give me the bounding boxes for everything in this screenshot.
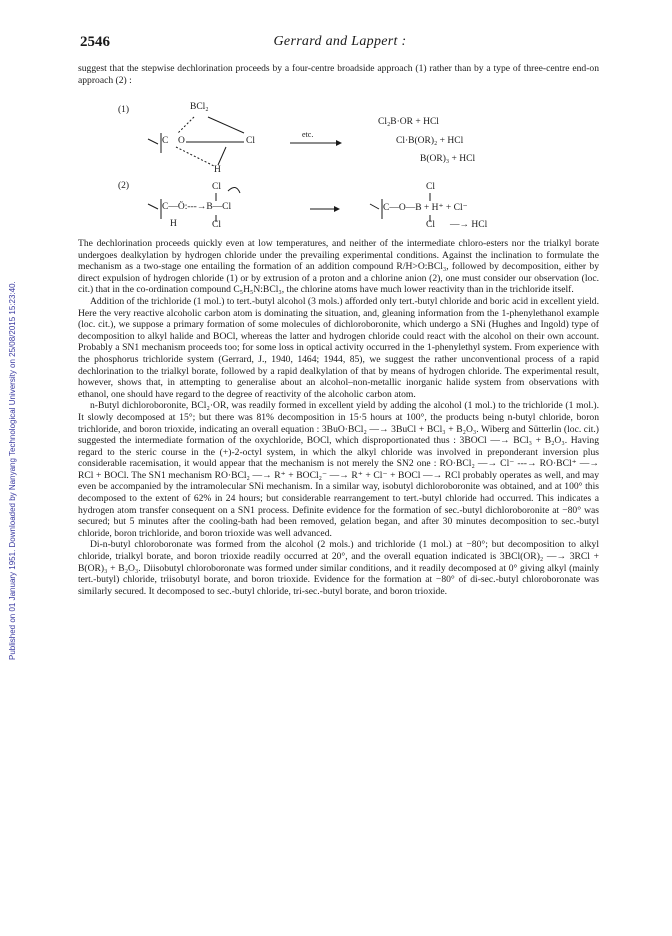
s2-hydrogen: H: [170, 219, 177, 229]
publication-note: Published on 01 January 1951. Downloaded by Nanyang Technological University on 25/08/2015 15:23:40.: [8, 281, 17, 660]
paragraph-1: The dechlorination proceeds quickly even at low temperatures, and neither of the intermediate chloro-esters nor the trialkyl borate undergoes dealkylation by hydrogen chloride under the prevailing experimental conditions. Against the inclination to formulate the mechanism as a two-stage one entailing the formation of an addition compound R/H>O:BCl₃, followed by decomposition, either by direct expulsion of hydrogen chloride (1) or by extrusion of a proton and a chlorine anion (2), one must consider our observation (loc. cit.) that in the co-ordination compound C₅H₅N:BCl₃, the chlorine atoms have much lower reactivity than in the trichloride itself.: [78, 238, 599, 296]
s1-product-1: Cl₂B·OR + HCl: [378, 117, 439, 127]
intro-paragraph: suggest that the stepwise dechlorination proceeds by a four-centre broadside approach (1) rather than by a type of three-centre end-on approach (2) :: [78, 63, 599, 86]
s2-cl-bottom-right: Cl: [426, 220, 435, 230]
s1-hydrogen: H: [214, 165, 221, 175]
page-number: 2546: [80, 34, 110, 50]
scheme-bonds: [78, 95, 599, 237]
s1-product-2: Cl·B(OR)₂ + HCl: [396, 136, 464, 146]
paragraph-4: Di-n-butyl chloroboronate was formed from the alcohol (2 mols.) and trichloride (1 mol.) at −80°; but decomposition to alkyl chloride, trialkyl borate, and boron trioxide readily occurred at 20°, and the overall equation indicated is 3BCl(OR)₂ —→ 3RCl + B(OR)₃ + B₂O₃. Diisobutyl chloroboronate was formed under similar conditions, and it readily decomposed at 0° giving alkyl (mainly tert.-butyl) chloride, triisobutyl borate, and boron trioxide. Evidence for the formation at −80° of di-sec.-butyl chloroboronate was similarly secured. It decomposed to sec.-butyl chloride, tri-sec.-butyl borate, and boron trioxide.: [78, 539, 599, 597]
s1-chlorine: Cl: [246, 136, 255, 146]
s1-product-3: B(OR)₃ + HCl: [420, 154, 476, 164]
side-note: [6, 100, 20, 660]
s1-oxygen: O: [178, 136, 185, 146]
paragraph-2: Addition of the trichloride (1 mol.) to tert.-butyl alcohol (3 mols.) afforded only tert.-butyl chloride and boric acid in excellent yield. Here the very reactive alcoholic carbon atom is dominating the situation, and, gleaning information from the 1-phenylethanol example (loc. cit.), we suppose a primary formation of some molecules of dichloroboronite, which undergo a SNi (Hughes and Ingold) type of decomposition to alkyl halide and BOCl, whereas the latter and hydrogen chloride could react with the alcohol on their own account. Probably a SN1 mechanism proceeds too; for some loss in optical activity occurred in the 1-phenylethyl system. From experience with the phosphorus trichloride system (Gerrard, J., 1940, 1464; 1944, 85), we suggest the rather unconventional process of a rapid dechlorination to the trialkyl borate, followed by a rapid dealkylation of that by means of hydrogen chloride. The experimental result, however, shows that, in attempting to generalise about an alcohol–non-metallic inorganic halide system from observations with ethanol, one should have regard to the degree of reactivity of the alcoholic carbon atom.: [78, 295, 599, 400]
s2-cl-top-right: Cl: [426, 182, 435, 192]
s2-cl-top: Cl: [212, 182, 221, 192]
s1-bcl2: BCl₂: [190, 102, 209, 112]
scheme-label-1: (1): [118, 105, 130, 115]
s2-right-species: C—O—B + H⁺ + Cl⁻: [383, 203, 468, 213]
body-text: [78, 238, 599, 597]
s1-arrow-label: etc.: [302, 130, 314, 139]
scheme-label-2: (2): [118, 181, 130, 191]
s2-cl-bottom: Cl: [212, 220, 221, 230]
running-title: Gerrard and Lappert :: [273, 34, 407, 49]
page-header: [80, 34, 600, 54]
s2-hcl: —→ HCl: [450, 220, 488, 230]
s1-carbon: C: [162, 136, 169, 146]
reaction-scheme: [78, 95, 599, 237]
intro-text: [78, 63, 599, 86]
paragraph-3: n-Butyl dichloroboronite, BCl₂·OR, was readily formed in excellent yield by adding the alcohol (1 mol.) to the trichloride (1 mol.). It slowly decomposed at 15°; but there was 81% decomposition in 15·5 hours at 100°, the products being n-butyl chloride, boron trichloride, and boron trioxide, indicating an overall equation : 3BuO·BCl₂ —→ 3BuCl + BCl₃ + B₂O₃. Wiberg and Sütterlin (loc. cit.) suggested the intermediate formation of the oxychloride, BOCl, which disproportionated thus : 3BOCl —→ BCl₃ + B₂O₃. Having regard to the steric course in the (+)-2-octyl system, in which the alkyl chloride was involved in preponderant inversion plus considerable racemisation, it would appear that the mechanism is not merely the SN2 one : RO·BCl₂ —→ Cl⁻ ---→ RO·BCl⁺ —→ RCl + BOCl. The SN1 mechanism RO·BCl₂ —→ R⁺ + BOCl₂⁻ —→ R⁺ + Cl⁻ + BOCl —→ RCl probably operates as well, and may even be accompanied by the intramolecular SNi mechanism. In a similar way, isobutyl dichloroboronite was obtained, and at 100° this decomposed to the extent of 62% in 24 hours; but considerable rearrangement to tert.-butyl chloride had occurred. This indicates a hydrogen atom transfer consequent on a SN1 process. Definite evidence for the formation of sec.-butyl dichloroboronite at −80° was secured; but 5 minutes after the cooling-bath had been removed, gelation began, and after 30 minutes decomposition to sec.-butyl chloride, boron trichloride, and boron trioxide was well advanced.: [78, 400, 599, 539]
s2-left-species: C—Ö:---→B—Cl: [162, 202, 232, 212]
